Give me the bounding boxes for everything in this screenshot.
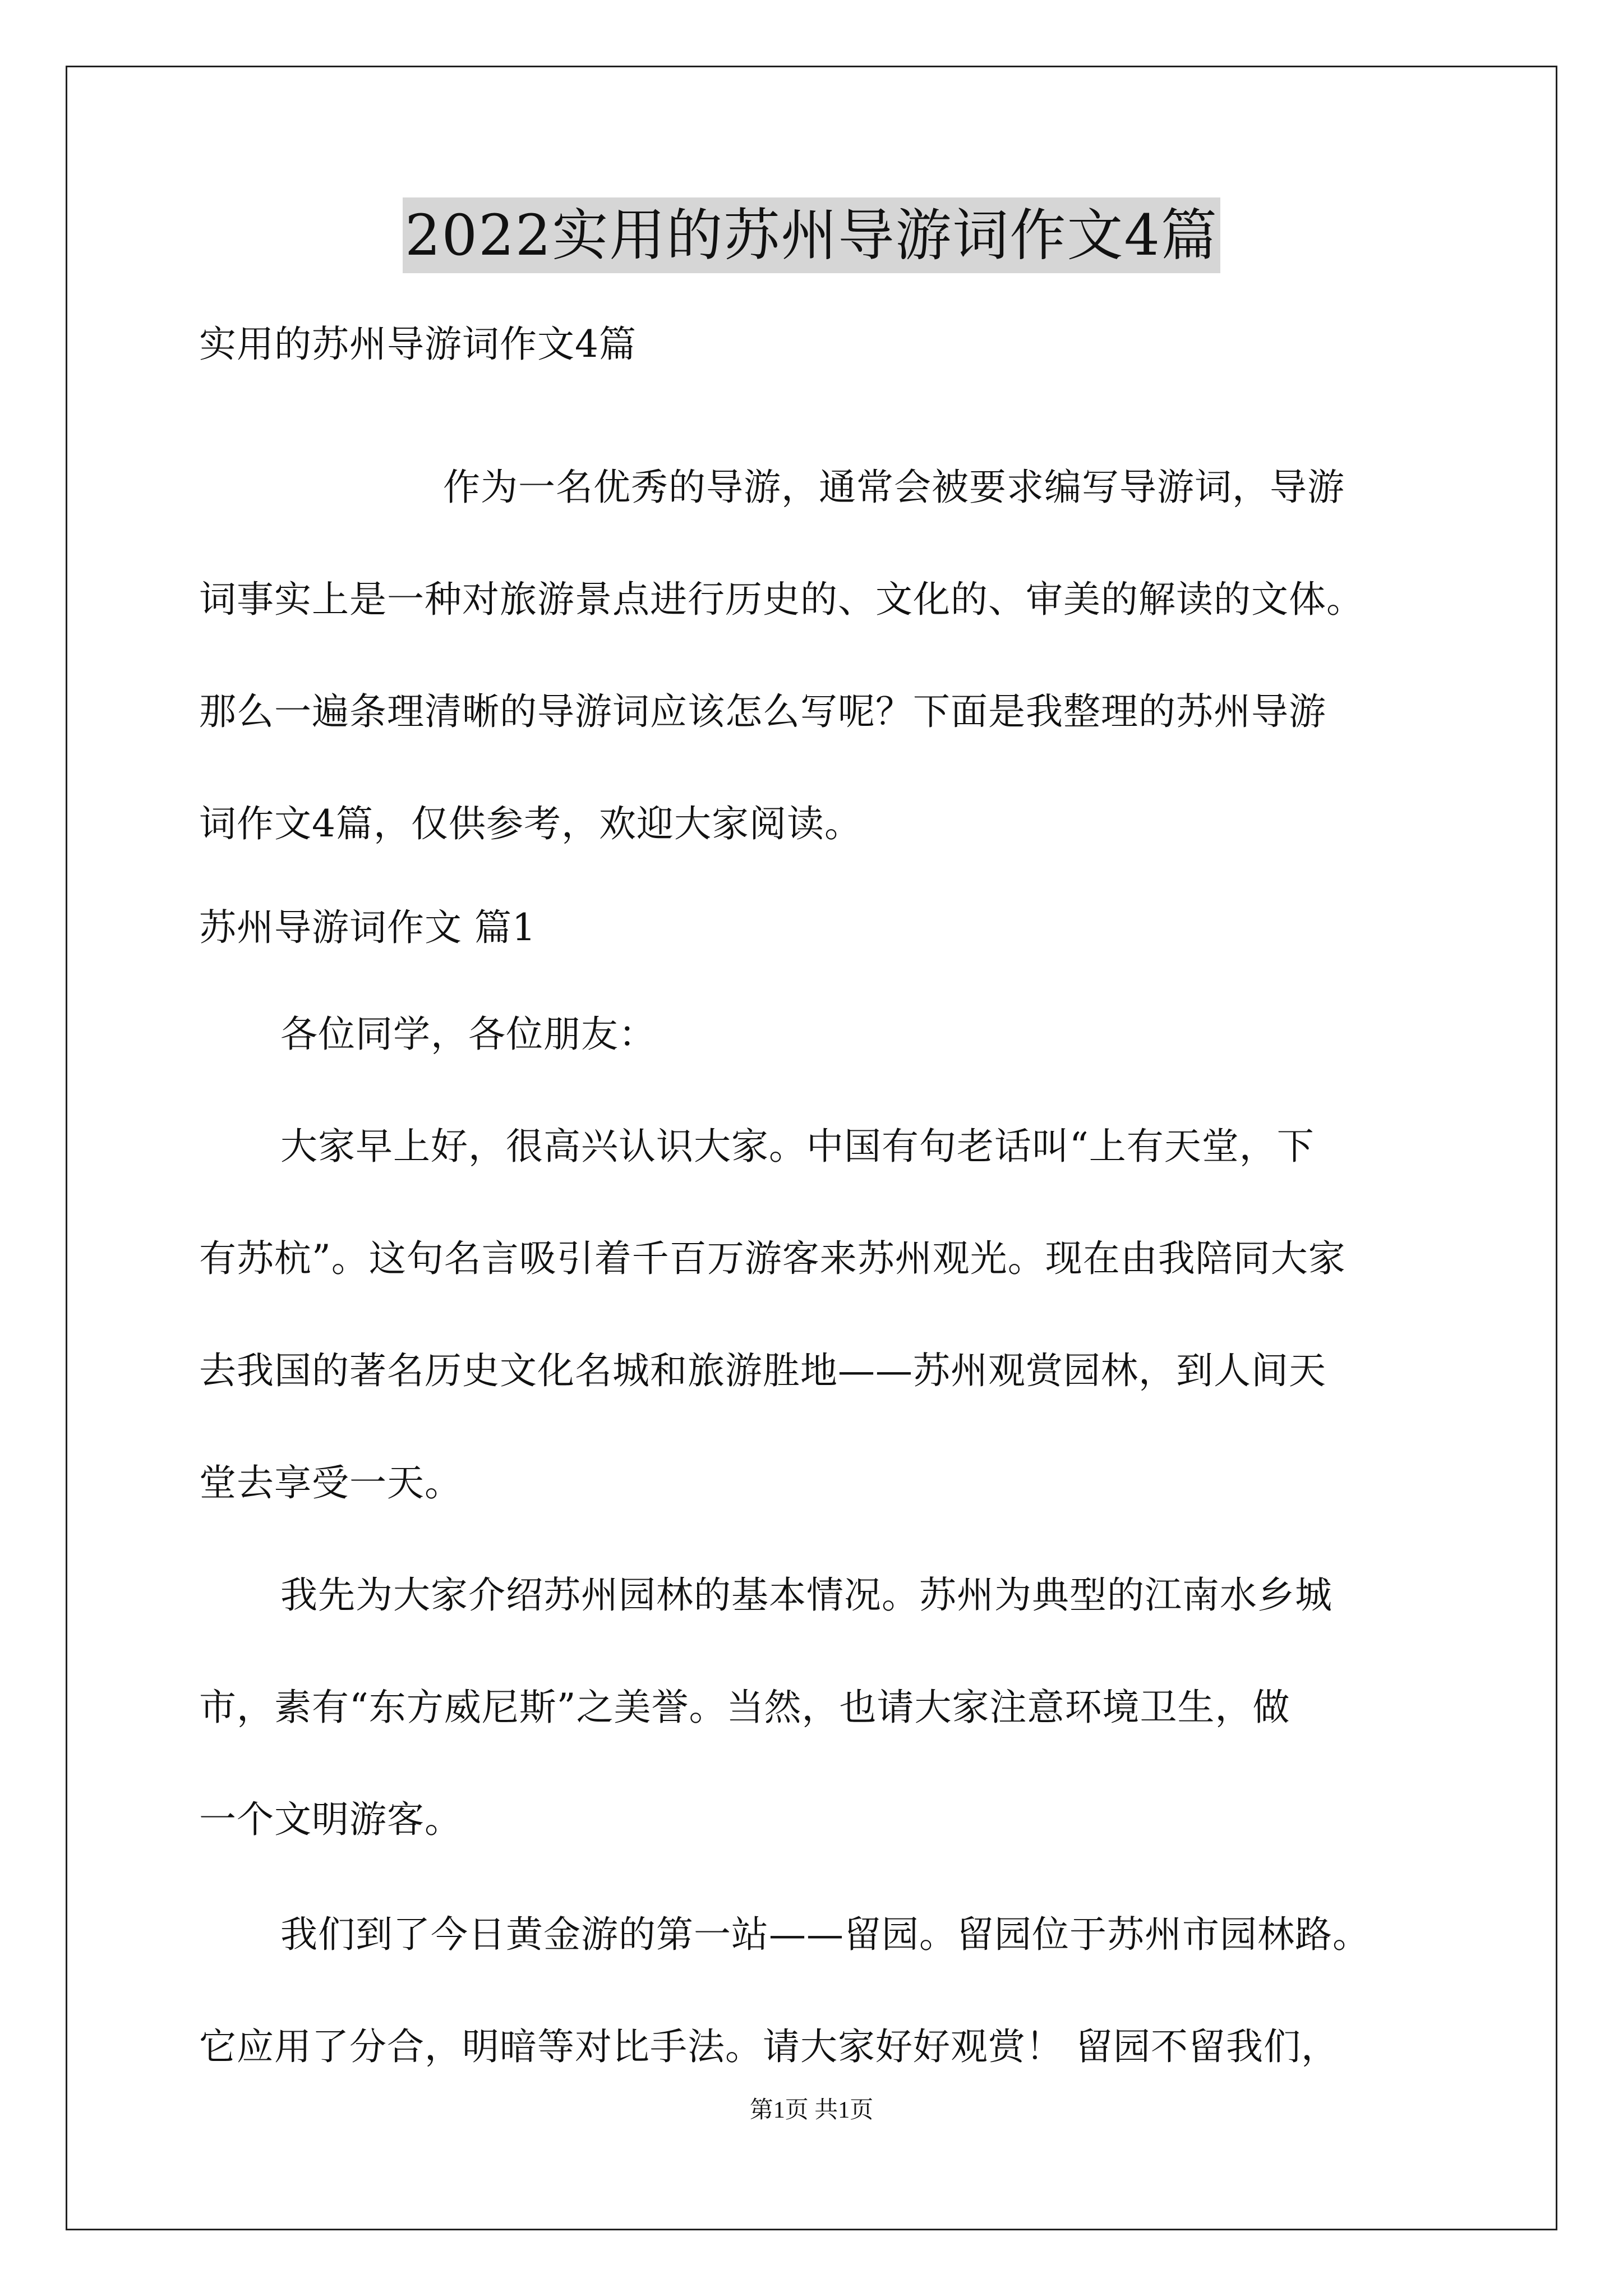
section-heading: 苏州导游词作文 篇1 xyxy=(199,906,536,949)
paragraph-line: 我先为大家介绍苏州园林的基本情况。苏州为典型的江南水乡城 xyxy=(280,1573,1332,1617)
paragraph-line: 大家早上好，很高兴认识大家。中国有句老话叫“上有天堂，下 xyxy=(280,1125,1315,1168)
paragraph-line: 去我国的著名历史文化名城和旅游胜地——苏州观赏园林，到人间天 xyxy=(199,1349,1326,1392)
paragraph-line: 一个文明游客。 xyxy=(199,1798,462,1841)
paragraph-line: 堂去享受一天。 xyxy=(199,1461,462,1504)
intro-line: 那么一遍条理清晰的导游词应该怎么写呢？下面是我整理的苏州导游 xyxy=(199,690,1326,733)
paragraph-line: 市，素有“东方威尼斯”之美誉。当然，也请大家注意环境卫生，做 xyxy=(199,1686,1290,1729)
page-footer: 第1页 共1页 xyxy=(749,2097,874,2123)
intro-line: 词作文4篇，仅供参考，欢迎大家阅读。 xyxy=(199,802,862,845)
intro-line: 词事实上是一种对旅游景点进行历史的、文化的、审美的解读的文体。 xyxy=(199,578,1364,621)
intro-line: 作为一名优秀的导游，通常会被要求编写导游词，导游 xyxy=(443,466,1345,509)
document-title: 2022实用的苏州导游词作文4篇 xyxy=(403,197,1220,273)
title-container xyxy=(0,197,1623,273)
subtitle: 实用的苏州导游词作文4篇 xyxy=(199,323,637,366)
paragraph-line: 它应用了分合，明暗等对比手法。请大家好好观赏！ 留园不留我们， xyxy=(199,2025,1339,2068)
paragraph-line: 我们到了今日黄金游的第一站——留园。留园位于苏州市园林路。 xyxy=(280,1913,1370,1956)
greeting: 各位同学，各位朋友： xyxy=(280,1013,656,1056)
paragraph-line: 有苏杭”。这句名言吸引着千百万游客来苏州观光。现在由我陪同大家 xyxy=(199,1237,1346,1280)
